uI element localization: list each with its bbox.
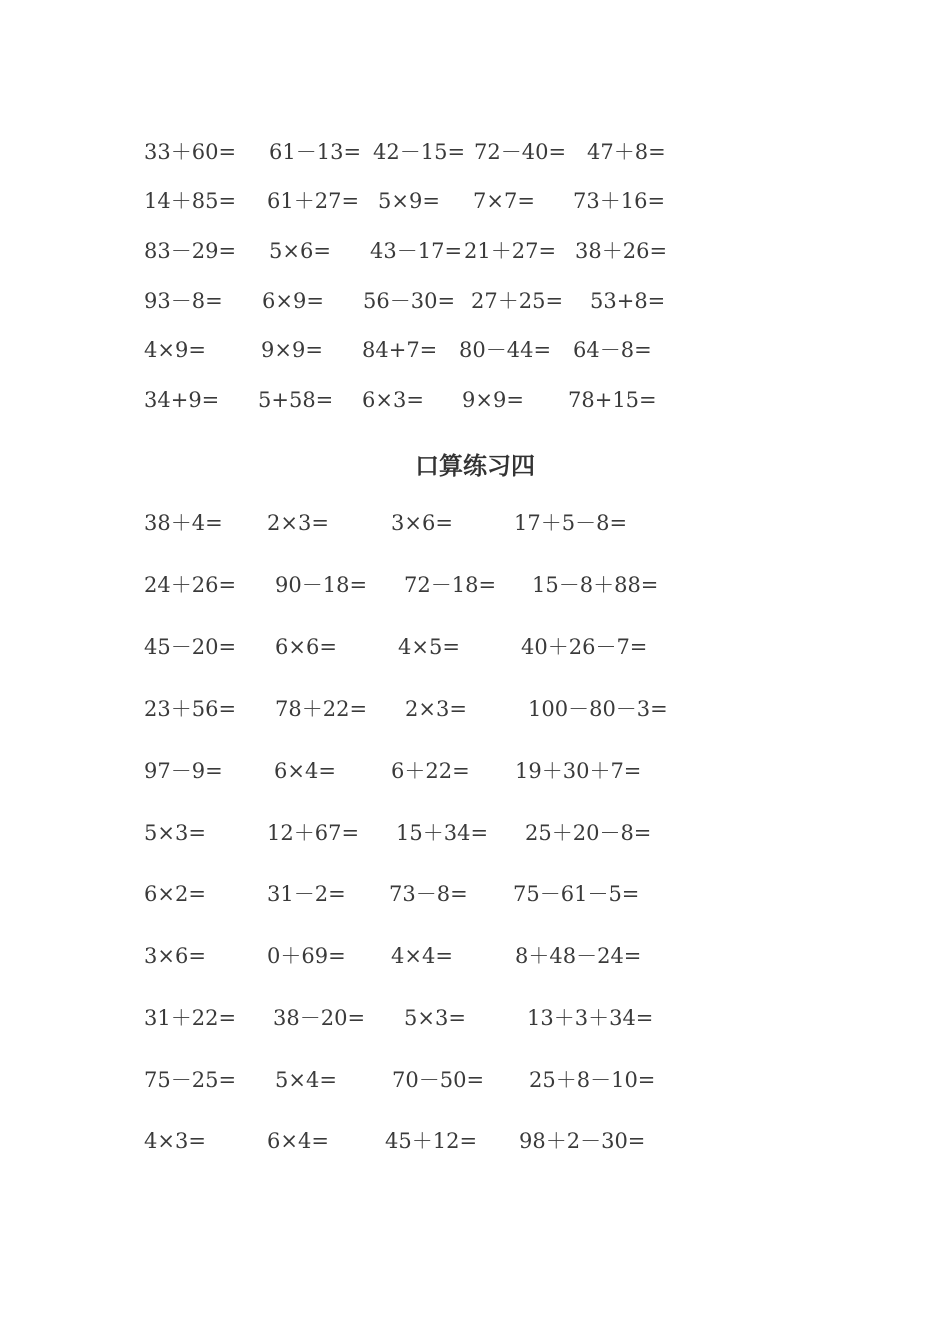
arithmetic-problem: 64－8= — [573, 338, 652, 362]
arithmetic-problem: 78+15= — [568, 388, 657, 412]
problem-row — [0, 689, 950, 729]
arithmetic-problem: 6×4= — [267, 1129, 329, 1153]
arithmetic-problem: 72－18= — [404, 573, 497, 597]
arithmetic-problem: 19＋30＋7= — [515, 759, 642, 783]
arithmetic-problem: 78＋22= — [275, 697, 368, 721]
arithmetic-problem: 34+9= — [144, 388, 220, 412]
arithmetic-problem: 4×9= — [144, 338, 206, 362]
problem-row — [0, 132, 950, 172]
arithmetic-problem: 13＋3＋34= — [527, 1006, 654, 1030]
arithmetic-problem: 31＋22= — [144, 1006, 237, 1030]
arithmetic-problem: 27＋25= — [471, 289, 564, 313]
arithmetic-problem: 6×3= — [362, 388, 424, 412]
arithmetic-problem: 5+58= — [258, 388, 334, 412]
arithmetic-problem: 6×6= — [275, 635, 337, 659]
arithmetic-problem: 93－8= — [144, 289, 223, 313]
arithmetic-problem: 6×2= — [144, 882, 206, 906]
arithmetic-problem: 4×5= — [398, 635, 460, 659]
problem-row — [0, 330, 950, 370]
arithmetic-problem: 9×9= — [261, 338, 323, 362]
arithmetic-problem: 3×6= — [144, 944, 206, 968]
arithmetic-problem: 4×4= — [391, 944, 453, 968]
problem-row — [0, 231, 950, 271]
arithmetic-problem: 5×3= — [144, 821, 206, 845]
arithmetic-problem: 6×9= — [262, 289, 324, 313]
problem-row — [0, 181, 950, 221]
arithmetic-problem: 8＋48－24= — [515, 944, 642, 968]
arithmetic-problem: 14＋85= — [144, 189, 237, 213]
problem-row — [0, 813, 950, 853]
problem-row — [0, 998, 950, 1038]
arithmetic-problem: 7×7= — [473, 189, 535, 213]
arithmetic-problem: 15＋34= — [396, 821, 489, 845]
arithmetic-problem: 17＋5－8= — [514, 511, 628, 535]
problem-row — [0, 380, 950, 420]
arithmetic-problem: 70－50= — [392, 1068, 485, 1092]
arithmetic-problem: 100－80－3= — [528, 697, 668, 721]
arithmetic-problem: 5×4= — [275, 1068, 337, 1092]
arithmetic-problem: 84+7= — [362, 338, 438, 362]
problem-row — [0, 1121, 950, 1161]
arithmetic-problem: 75－25= — [144, 1068, 237, 1092]
arithmetic-problem: 5×3= — [404, 1006, 466, 1030]
arithmetic-problem: 33＋60= — [144, 140, 237, 164]
arithmetic-problem: 25＋20－8= — [525, 821, 652, 845]
arithmetic-problem: 90－18= — [275, 573, 368, 597]
arithmetic-problem: 45－20= — [144, 635, 237, 659]
problem-row — [0, 565, 950, 605]
arithmetic-problem: 21＋27= — [464, 239, 557, 263]
arithmetic-problem: 15－8＋88= — [532, 573, 659, 597]
arithmetic-problem: 2×3= — [267, 511, 329, 535]
arithmetic-problem: 42－15= — [373, 140, 466, 164]
problem-row — [0, 1060, 950, 1100]
arithmetic-problem: 61－13= — [269, 140, 362, 164]
arithmetic-problem: 38＋4= — [144, 511, 223, 535]
arithmetic-problem: 98＋2－30= — [519, 1129, 646, 1153]
arithmetic-problem: 4×3= — [144, 1129, 206, 1153]
arithmetic-problem: 12＋67= — [267, 821, 360, 845]
problem-row — [0, 281, 950, 321]
arithmetic-problem: 72－40= — [474, 140, 567, 164]
arithmetic-problem: 56－30= — [363, 289, 456, 313]
arithmetic-problem: 73＋16= — [573, 189, 666, 213]
arithmetic-problem: 5×6= — [269, 239, 331, 263]
arithmetic-problem: 38－20= — [273, 1006, 366, 1030]
arithmetic-problem: 61＋27= — [267, 189, 360, 213]
arithmetic-problem: 25＋8－10= — [529, 1068, 656, 1092]
section-title: 口算练习四 — [415, 451, 535, 480]
arithmetic-problem: 31－2= — [267, 882, 346, 906]
problem-row — [0, 751, 950, 791]
arithmetic-problem: 53+8= — [590, 289, 666, 313]
arithmetic-problem: 83－29= — [144, 239, 237, 263]
arithmetic-problem: 5×9= — [378, 189, 440, 213]
arithmetic-problem: 9×9= — [462, 388, 524, 412]
arithmetic-problem: 45＋12= — [385, 1129, 478, 1153]
arithmetic-problem: 40＋26－7= — [521, 635, 648, 659]
arithmetic-problem: 23＋56= — [144, 697, 237, 721]
arithmetic-problem: 38＋26= — [575, 239, 668, 263]
arithmetic-problem: 24＋26= — [144, 573, 237, 597]
arithmetic-problem: 0＋69= — [267, 944, 346, 968]
arithmetic-problem: 3×6= — [391, 511, 453, 535]
arithmetic-problem: 2×3= — [405, 697, 467, 721]
arithmetic-problem: 75－61－5= — [513, 882, 640, 906]
problem-row — [0, 936, 950, 976]
arithmetic-problem: 97－9= — [144, 759, 223, 783]
problem-row — [0, 627, 950, 667]
arithmetic-problem: 47＋8= — [587, 140, 666, 164]
arithmetic-problem: 80－44= — [459, 338, 552, 362]
arithmetic-problem: 6＋22= — [391, 759, 470, 783]
problem-row — [0, 503, 950, 543]
arithmetic-problem: 43－17= — [370, 239, 463, 263]
problem-row — [0, 874, 950, 914]
arithmetic-problem: 6×4= — [274, 759, 336, 783]
arithmetic-problem: 73－8= — [389, 882, 468, 906]
